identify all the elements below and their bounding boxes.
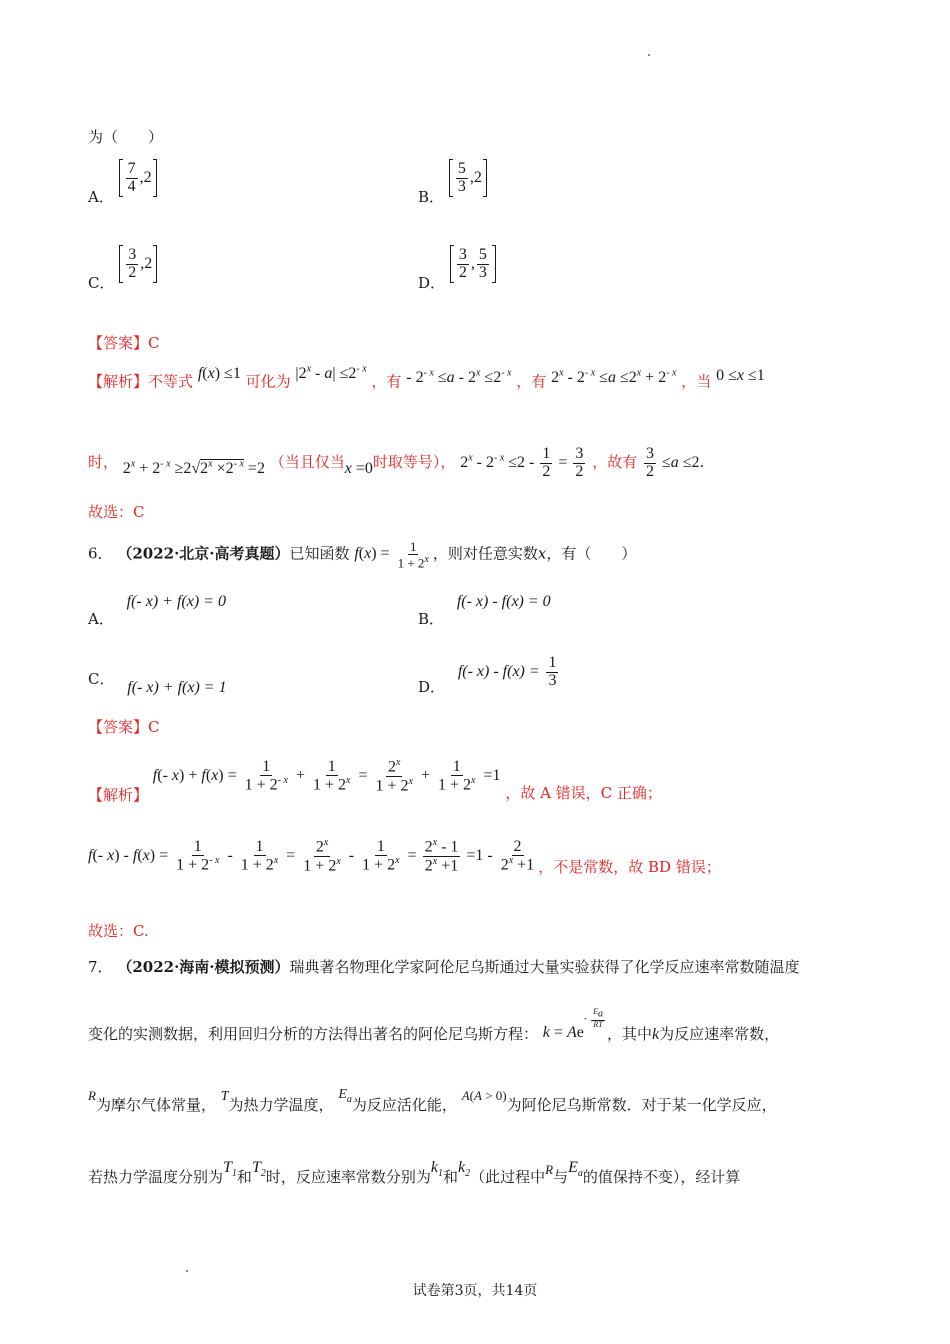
q5-option-a[interactable] — [88, 160, 157, 217]
option-label: C． — [88, 670, 115, 688]
q6-conclusion: 故选：C. — [88, 922, 149, 940]
option-label: A． — [88, 610, 114, 628]
speck — [648, 54, 650, 56]
interval: $\frac{3}{2}$ ,2 — [119, 245, 157, 284]
q5-analysis-line1: 【解析】不等式 f(x) ≤1 可化为 $|2^x - a| \le 2^{- x}$ ，有 - $2^{- x} \le a - 2^x \le 2^{- x}$ ，有 $2^x - 2^{- x} \le a \le 2^x + 2^{- x}$ ，当 0 ≤x ≤1 — [88, 364, 765, 391]
q5-stem-tail: 为（ ） — [88, 128, 164, 146]
q7-line3: R为摩尔气体常量， T为热力学温度， $E_a$为反应活化能， A(A > 0)为阿伦尼乌斯常数．对于某一化学反应， — [88, 1087, 777, 1114]
option-label: C． — [88, 274, 115, 292]
q6-answer: 【答案】C — [88, 718, 160, 736]
option-expr: f(- x) + f(x) = 0 — [126, 593, 226, 610]
option-expr: f(- x) - f(x) = — [457, 663, 540, 681]
speck — [186, 1270, 188, 1272]
q5-answer: 【答案】C — [88, 334, 160, 352]
page-footer: 试卷第3页，共14页 — [412, 1283, 538, 1299]
q5-option-c[interactable] — [88, 246, 157, 303]
interval: $\frac{3}{2}$ , $\frac{5}{3}$ — [450, 245, 496, 284]
option-label: A． — [88, 188, 114, 206]
q6-option-b[interactable] — [418, 592, 551, 628]
q6-stem: 6． （2022·北京·高考真题）已知函数 f(x) = $\frac{1}{1 + 2^x}$ ，则对任意实数x，有（ ） — [88, 539, 637, 570]
q6-option-a[interactable] — [88, 592, 226, 628]
q7-line1: 7． （2022·海南·模拟预测）瑞典著名物理化学家阿伦尼乌斯通过大量实验获得了化学反应速率常数随温度 — [88, 958, 800, 976]
q6-analysis-line1: 【解析】 f(- x) + f(x) = $\frac{1}{1 + 2^{- x}}$ + $\frac{1}{1 + 2^x}$ = $\frac{2^x}{1 + 2^x}$ + $\frac{1}{1 + 2^x}$ =1 ，故 A 错误，C 正确； — [88, 757, 662, 805]
interval: $\frac{5}{3}$ ,2 — [449, 159, 487, 198]
interval: $\frac{7}{4}$ ,2 — [119, 159, 157, 198]
option-expr: f(- x) + f(x) = 1 — [127, 679, 227, 696]
q5-conclusion: 故选：C — [88, 503, 145, 521]
q7-line2: 变化的实测数据，利用回归分析的方法得出著名的阿伦尼乌斯方程： $k = Ae^{- \frac{E_a}{RT}}$ ，其中k为反应速率常数， — [88, 1007, 780, 1044]
q7-line4: 若热力学温度分别为$T_1$和$T_2$时，反应速率常数分别为$k_1$和$k_2$（此过程中R与$E_a$的值保持不变），经计算 — [88, 1159, 741, 1186]
option-label: B． — [418, 188, 445, 206]
q6-analysis-line2: f(- x) - f(x) = $\frac{1}{1 + 2^{- x}}$ - $\frac{1}{1 + 2^x}$ = $\frac{2^x}{1 + 2^x}$ - $\frac{1}{1 + 2^x}$ = $\frac{2^x - 1}{2^x +1}$ =1 - $\frac{2}{2^x +1}$ ，不是常数，故 BD 错误； — [88, 837, 721, 877]
q6-option-d[interactable]: D． f(- x) - f(x) = $\frac{1}{3}$ — [418, 654, 557, 697]
option-label: D． — [418, 274, 446, 292]
option-expr: f(- x) - f(x) = 0 — [456, 593, 551, 610]
option-label: B． — [418, 610, 445, 628]
q5-option-b[interactable] — [418, 160, 487, 217]
q5-option-d[interactable] — [418, 246, 496, 303]
option-label: D． — [418, 678, 446, 697]
q6-option-c[interactable] — [88, 670, 227, 696]
q5-analysis-line2: 时， $2^x + 2^{- x} \ge 2√2^x \times 2^{- x} =2$ （当且仅当x =0时取等号）， $2^x - 2^{- x} \le 2$ - $\frac{1}{2}$ = $\frac{3}{2}$ ，故有 $\frac{3}{2}$ ≤a ≤2. — [88, 445, 705, 480]
